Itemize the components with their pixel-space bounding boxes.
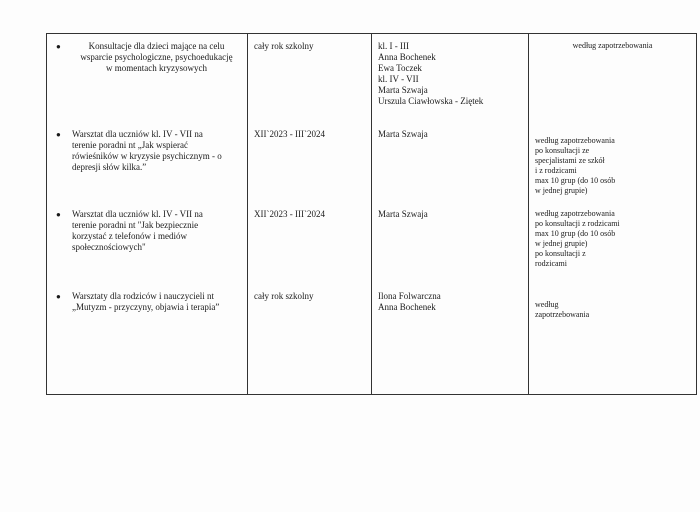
table-row [47, 122, 697, 202]
topic-line: depresji słów kilka.” [72, 161, 147, 172]
note-line: w jednej grupie) [535, 185, 588, 195]
topic-line: w momentach kryzysowych [106, 63, 207, 73]
person-line: Ilona Folwarczna [378, 290, 441, 301]
term-cell [248, 284, 372, 395]
bullet-icon: ● [56, 291, 61, 301]
person-line: Anna Bochenek [378, 52, 436, 62]
note-line: rodzicami [535, 258, 567, 268]
bullet-icon: ● [56, 209, 61, 219]
topic-cell [47, 202, 248, 284]
people-cell [372, 202, 529, 284]
notes-cell [529, 34, 697, 122]
term-cell [248, 34, 372, 122]
topic-line: „Mutyzm - przyczyny, objawia i terapia” [72, 301, 220, 312]
note-line: max 10 grup (do 10 osób [535, 175, 616, 185]
note-line: i z rodzicami [535, 165, 577, 175]
note-line: w jednej grupie) [535, 238, 588, 248]
topic-line: korzystać z telefonów i mediów [72, 230, 187, 241]
person-line: Marta Szwaja [378, 128, 428, 139]
person-line: Marta Szwaja [378, 85, 428, 95]
person-line: Marta Szwaja [378, 208, 428, 219]
notes-cell [529, 202, 697, 284]
note-line: po konsultacji z [535, 248, 586, 258]
people-cell [372, 284, 529, 395]
person-line: kl. IV - VII [378, 74, 419, 84]
topic-line: terenie poradni nt "Jak bezpiecznie [72, 219, 199, 230]
people-cell [372, 34, 529, 122]
person-line: Urszula Ciawłowska - Ziętek [378, 96, 484, 106]
topic-cell [47, 284, 248, 395]
table-row [47, 284, 697, 395]
topic-line: terenie poradni nt „Jak wspierać [72, 139, 188, 150]
person-line: kl. I - III [378, 41, 409, 51]
note-line: po konsultacji ze [535, 145, 590, 155]
notes-cell [529, 122, 697, 202]
topic-line: Warsztat dla uczniów kl. IV - VII na [72, 208, 203, 219]
term-text: cały rok szkolny [254, 290, 314, 301]
bullet-icon: ● [56, 129, 61, 139]
note-line: po konsultacji z rodzicami [535, 218, 620, 228]
topic-cell [47, 34, 248, 122]
topic-line: Warsztaty dla rodziców i nauczycieli nt [72, 290, 214, 301]
term-text: cały rok szkolny [254, 41, 314, 51]
note-line: zapotrzebowania [535, 309, 590, 319]
note-line: specjalistami ze szkół [535, 155, 605, 165]
note-line: według zapotrzebowania [535, 208, 615, 218]
table-row [47, 34, 697, 122]
term-cell [248, 122, 372, 202]
bullet-icon: ● [56, 42, 61, 51]
note-line: max 10 grup (do 10 osób [535, 228, 616, 238]
topic-line: społecznościowych" [72, 241, 146, 252]
topic-line: Warsztat dla uczniów kl. IV - VII na [72, 128, 203, 139]
topic-line: rówieśników w kryzysie psychicznym - o [72, 150, 222, 161]
note-line: według [535, 299, 559, 309]
term-cell [248, 202, 372, 284]
person-line: Ewa Toczek [378, 63, 422, 73]
table-row [47, 202, 697, 284]
activities-table [46, 33, 697, 395]
term-text: XII`2023 - III`2024 [254, 208, 325, 219]
topic-line: Konsultacje dla dzieci mające na celu [88, 41, 225, 51]
person-line: Anna Bochenek [378, 301, 436, 312]
note-line: według zapotrzebowania [535, 135, 615, 145]
topic-cell [47, 122, 248, 202]
people-cell [372, 122, 529, 202]
notes-cell [529, 284, 697, 395]
note-line: według zapotrzebowania [572, 41, 653, 50]
topic-line: wsparcie psychologiczne, psychoedukację [80, 52, 233, 62]
term-text: XII`2023 - III`2024 [254, 128, 325, 139]
